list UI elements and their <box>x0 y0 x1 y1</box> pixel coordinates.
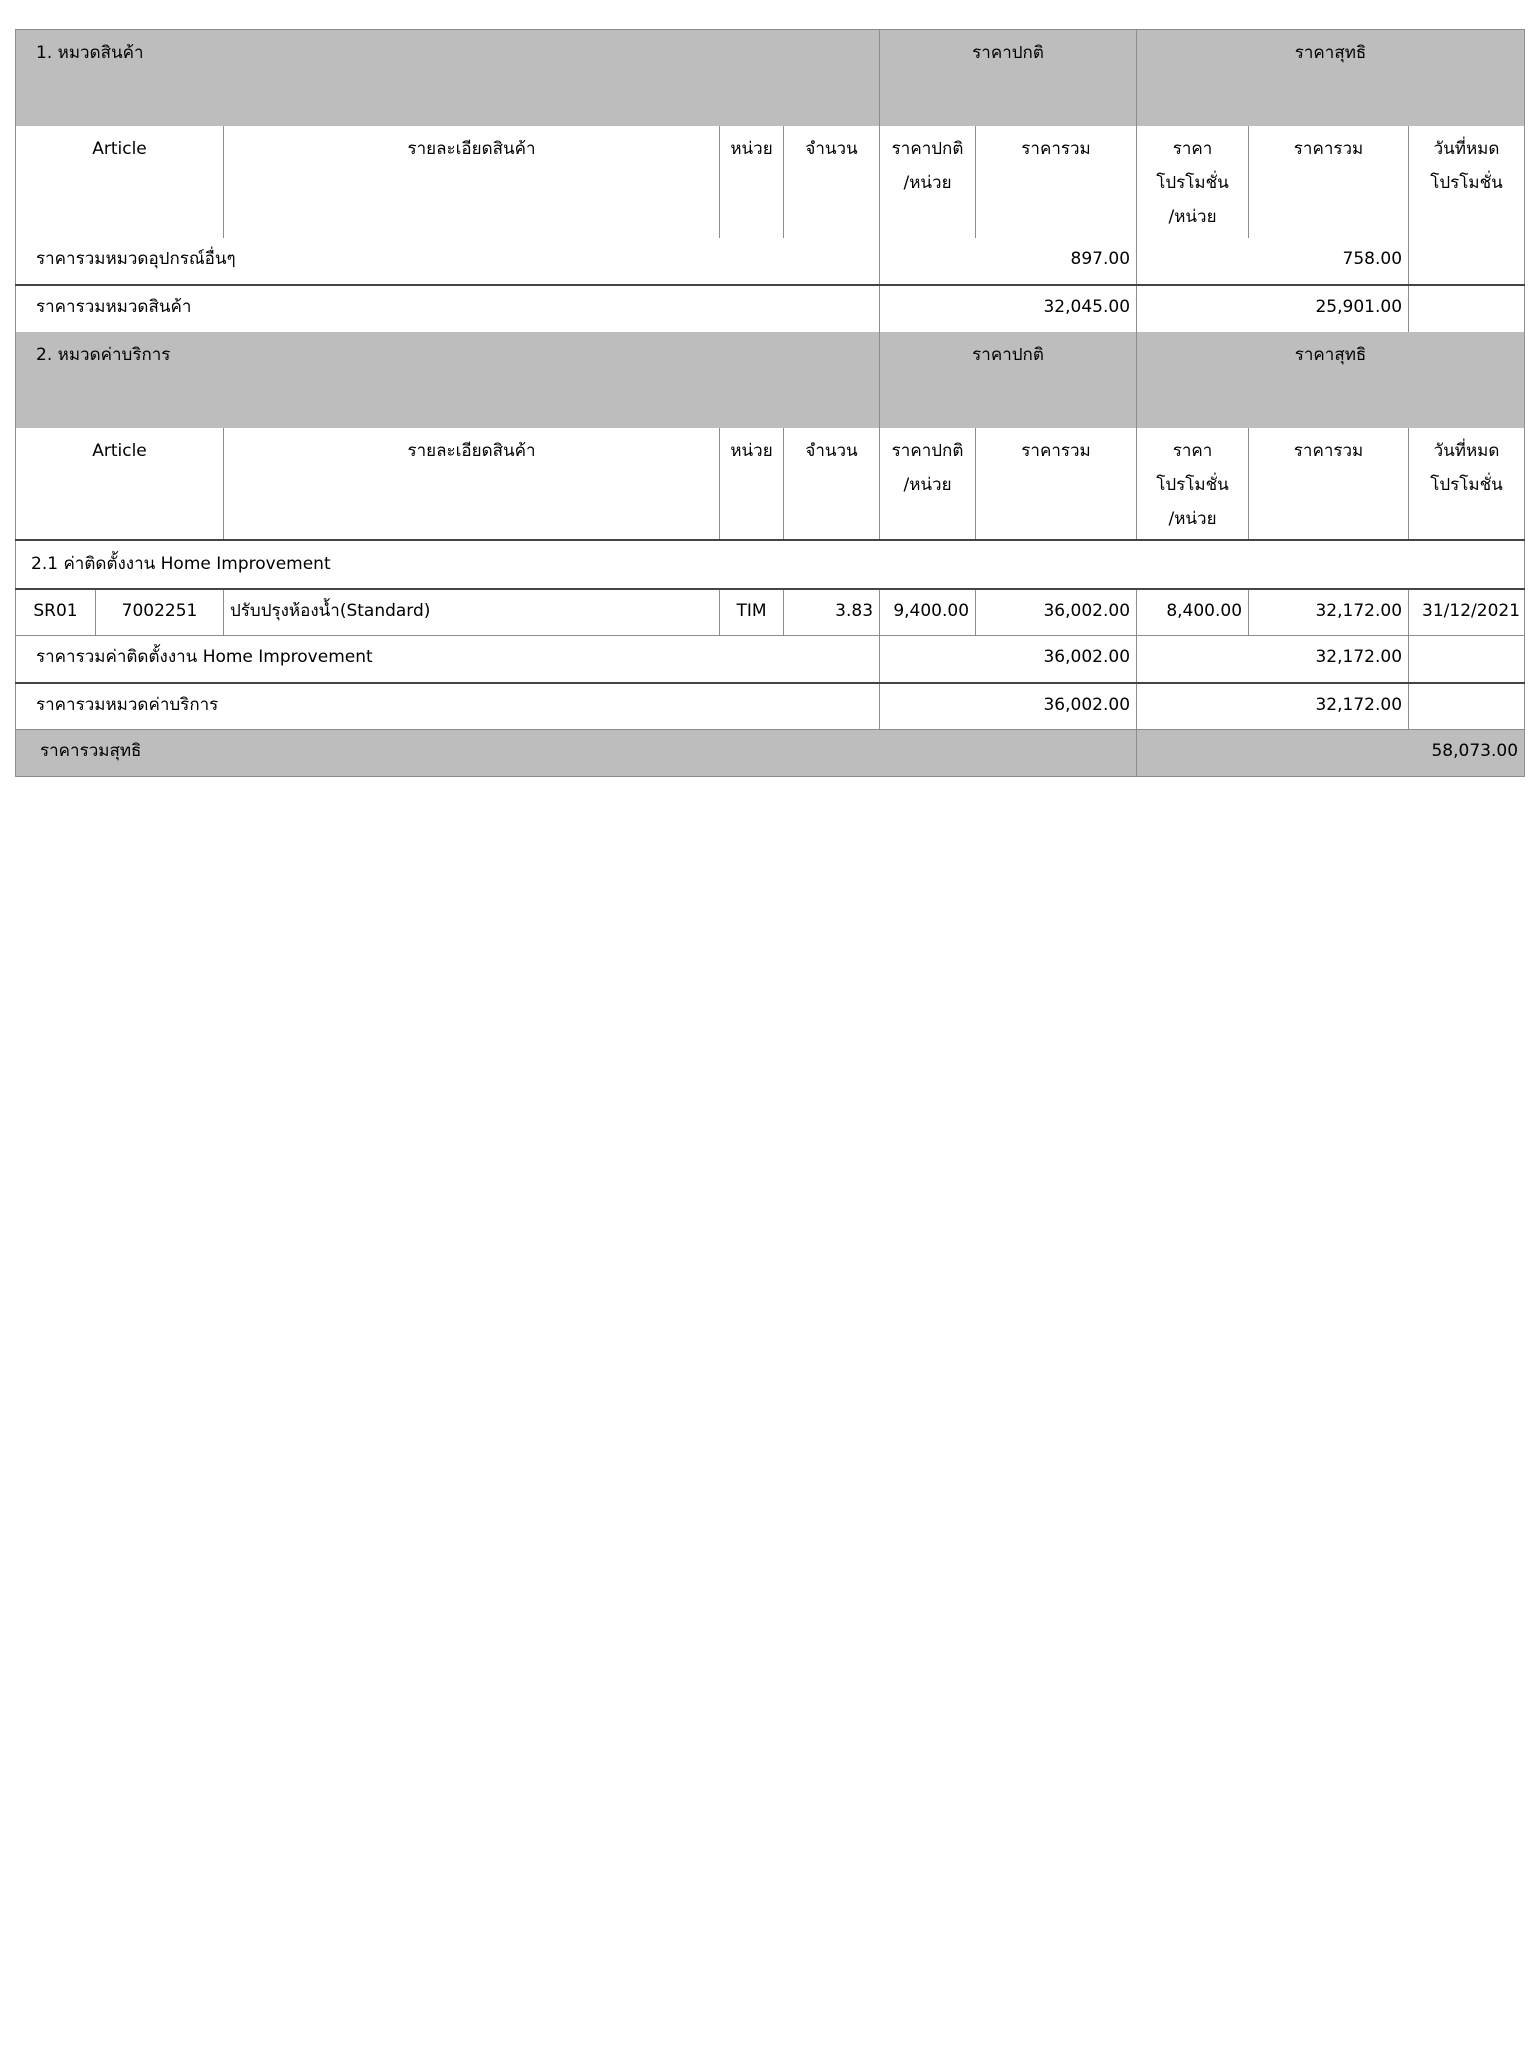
section2-total-net: 32,172.00 <box>1137 683 1409 730</box>
section2-total-label: ราคารวมหมวดค่าบริการ <box>16 683 880 730</box>
col-regular-price-unit-header-2: ราคาปกติ /หน่วย <box>880 428 976 540</box>
other-equipment-total-net: 758.00 <box>1137 238 1409 285</box>
grand-total-label: ราคารวมสุทธิ <box>16 730 1137 777</box>
col-article-header: Article <box>92 138 147 159</box>
regular-price-group-header-2: ราคาปกติ <box>880 332 1137 428</box>
subsection-total-net: 32,172.00 <box>1137 636 1409 683</box>
col-regular-total-header-2: ราคารวม <box>976 428 1137 540</box>
section1-column-header-row <box>16 126 1525 238</box>
col-description-header-2: รายละเอียดสินค้า <box>224 428 720 540</box>
item-code: SR01 <box>16 589 96 636</box>
item-promo-end: 31/12/2021 <box>1409 589 1525 636</box>
grand-total-value: 58,073.00 <box>1137 730 1525 777</box>
col-promo-end-header: วันที่หมด โปรโมชั่น <box>1409 126 1525 238</box>
item-net-total: 32,172.00 <box>1249 589 1409 636</box>
section1-total-label: ราคารวมหมวดสินค้า <box>36 296 192 317</box>
item-article: 7002251 <box>96 589 224 636</box>
section1-header-row <box>16 30 1525 126</box>
col-regular-price-unit-header: ราคาปกติ /หน่วย <box>880 126 976 238</box>
col-description-header: รายละเอียดสินค้า <box>224 126 720 238</box>
net-price-group-header: ราคาสุทธิ <box>1137 30 1525 126</box>
section1-total-net: 25,901.00 <box>1137 285 1409 332</box>
subsection-title: 2.1 ค่าติดตั้งงาน Home Improvement <box>16 540 1525 589</box>
col-promo-end-header-2: วันที่หมด โปรโมชั่น <box>1409 428 1525 540</box>
col-quantity-header: จำนวน <box>784 126 880 238</box>
section2-column-header-row <box>16 428 1525 540</box>
col-net-total-header: ราคารวม <box>1249 126 1409 238</box>
col-unit-header: หน่วย <box>720 126 784 238</box>
item-promo-price: 8,400.00 <box>1137 589 1249 636</box>
item-unit: TIM <box>720 589 784 636</box>
col-promo-price-header: ราคา โปรโมชั่น /หน่วย <box>1137 126 1249 238</box>
col-regular-total-header: ราคารวม <box>976 126 1137 238</box>
col-promo-price-header-2: ราคา โปรโมชั่น /หน่วย <box>1137 428 1249 540</box>
item-regular-total: 36,002.00 <box>976 589 1137 636</box>
section2-total-regular: 36,002.00 <box>880 683 1137 730</box>
grand-total-row <box>16 730 1525 777</box>
section2-total-row <box>16 683 1525 730</box>
quotation-table <box>15 29 1525 777</box>
item-regular-price-unit: 9,400.00 <box>880 589 976 636</box>
section1-total-row <box>16 285 1525 332</box>
subsection-total-regular: 36,002.00 <box>880 636 1137 683</box>
section1-total-regular: 32,045.00 <box>880 285 1137 332</box>
col-unit-header-2: หน่วย <box>720 428 784 540</box>
section2-header-row <box>16 332 1525 428</box>
other-equipment-total-row <box>16 238 1525 285</box>
item-description: ปรับปรุงห้องน้ำ(Standard) <box>224 589 720 636</box>
subsection-total-row <box>16 636 1525 683</box>
col-article-header-2: Article <box>16 428 224 540</box>
other-equipment-total-regular: 897.00 <box>880 238 1137 285</box>
subsection-title-row <box>16 540 1525 589</box>
section1-title: 1. หมวดสินค้า <box>16 30 880 126</box>
net-price-group-header-2: ราคาสุทธิ <box>1137 332 1525 428</box>
col-quantity-header-2: จำนวน <box>784 428 880 540</box>
regular-price-group-header: ราคาปกติ <box>880 30 1137 126</box>
section2-title: 2. หมวดค่าบริการ <box>16 332 880 428</box>
table-row <box>16 589 1525 636</box>
col-net-total-header-2: ราคารวม <box>1249 428 1409 540</box>
other-equipment-total-label: ราคารวมหมวดอุปกรณ์อื่นๆ <box>16 238 880 285</box>
item-quantity: 3.83 <box>784 589 880 636</box>
subsection-total-label: ราคารวมค่าติดตั้งงาน Home Improvement <box>16 636 880 683</box>
